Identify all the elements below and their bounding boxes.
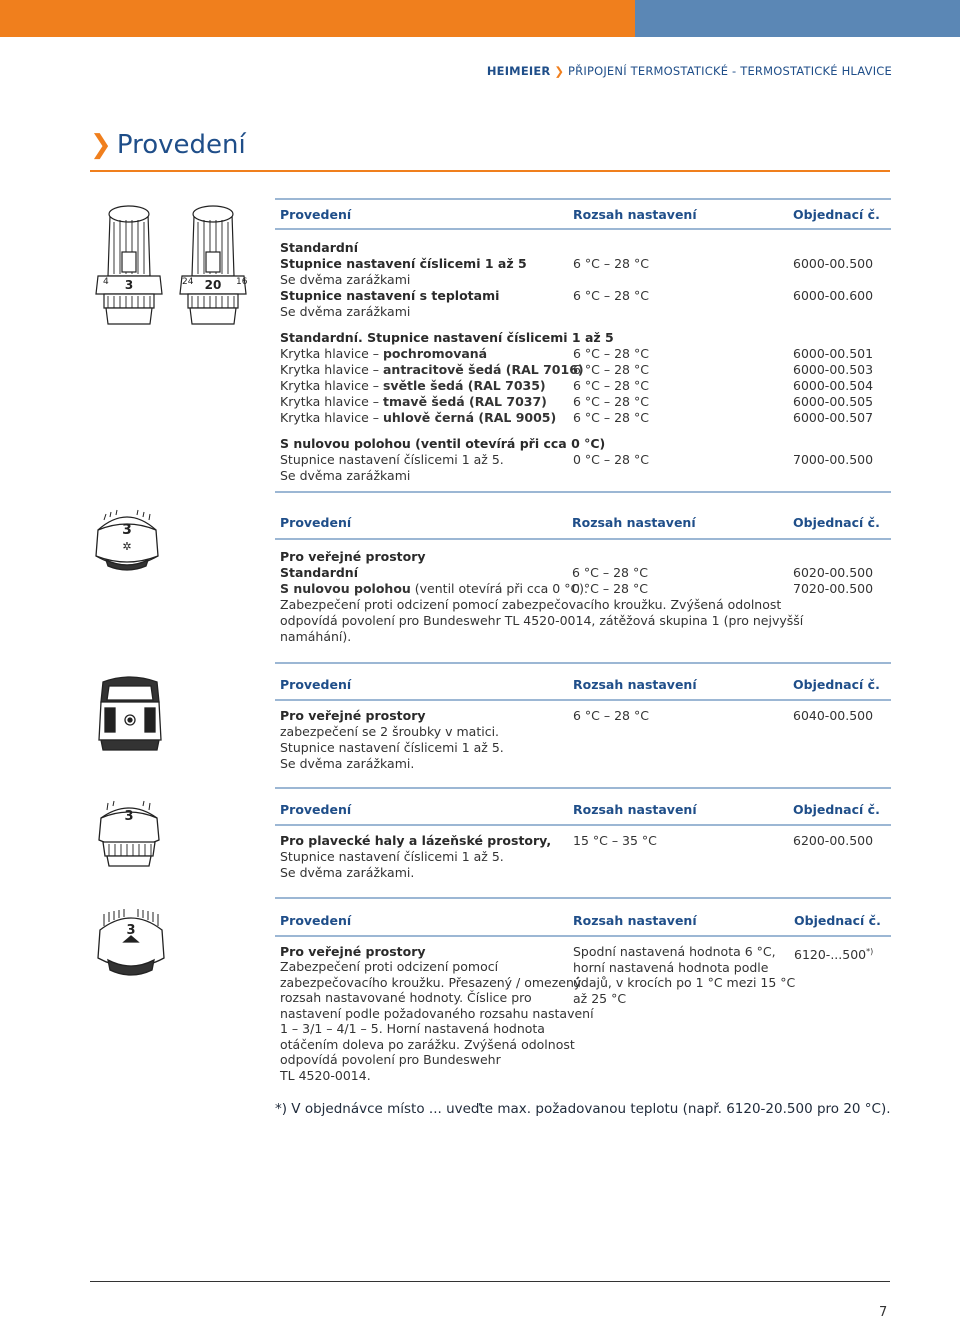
top-bar-wedge bbox=[610, 0, 635, 37]
s2-std: Standardní bbox=[280, 565, 358, 580]
cap-no-5: 6000-00.507 bbox=[793, 410, 874, 425]
section-5-top-rule bbox=[275, 897, 891, 899]
standardni-label: Standardní bbox=[280, 240, 358, 255]
section-5-header-rule bbox=[275, 935, 891, 937]
s5-description: Zabezpečení proti odcizení pomocí zabezpečovacího kroužku. Přesazený / omezený rozsah nastavované hodnoty. Číslice pro nastavení podle požadovaného rozsahu nastavení 1 – 3/1 – 4/1 – 5. Horní nastavená hodnota otáčením doleva po zarážku. Zvýšená odolnost odpovídá povolení pro Bundeswehr TL 4520-0014. bbox=[280, 959, 594, 1083]
s5-no: 6120-...500*) bbox=[794, 947, 874, 963]
s2-zero-no: 7020-00.500 bbox=[793, 581, 874, 596]
s5-range: Spodní nastavená hodnota 6 °C, horní nastavená hodnota podle údajů, v krocích po 1 °C mezi 15 °C až 25 °C bbox=[573, 944, 796, 1006]
s2-col-rozsah: Rozsah nastavení bbox=[572, 515, 696, 530]
cap-row-5: Krytka hlavice – uhlově černá (RAL 9005) bbox=[280, 410, 557, 425]
cap-no-3: 6000-00.504 bbox=[793, 378, 874, 393]
svg-text:4: 4 bbox=[103, 277, 109, 287]
section-3-top-rule bbox=[275, 662, 891, 664]
s5-col-objednaci: Objednací č. bbox=[794, 913, 881, 928]
svg-text:3: 3 bbox=[126, 923, 136, 938]
title-divider bbox=[90, 170, 890, 172]
s2-std-range: 6 °C – 28 °C bbox=[572, 565, 648, 580]
s4-col-objednaci: Objednací č. bbox=[793, 802, 880, 817]
thermostat-heads-image bbox=[90, 196, 255, 328]
col-objednaci: Objednací č. bbox=[793, 207, 880, 222]
title-text: Provedení bbox=[116, 130, 246, 160]
cap-range-2: 6 °C – 28 °C bbox=[573, 362, 649, 377]
s3-line-1: zabezpečení se 2 šroubky v matici. bbox=[280, 724, 500, 739]
s3-range: 6 °C – 28 °C bbox=[573, 708, 649, 723]
s2-title: Pro veřejné prostory bbox=[280, 549, 426, 564]
s5-col-rozsah: Rozsah nastavení bbox=[573, 913, 697, 928]
offset-range-head-image bbox=[94, 908, 168, 984]
zero-order-no: 7000-00.500 bbox=[793, 452, 874, 467]
section-1-header-rule bbox=[275, 228, 891, 230]
s4-line-1: Stupnice nastavení číslicemi 1 až 5. bbox=[280, 849, 504, 864]
page-title bbox=[90, 130, 246, 160]
s2-std-no: 6020-00.500 bbox=[793, 565, 874, 580]
s4-range: 15 °C – 35 °C bbox=[573, 833, 657, 848]
section-3-header-rule bbox=[275, 699, 891, 701]
cap-row-1: Krytka hlavice – pochromovaná bbox=[280, 346, 488, 361]
cap-no-4: 6000-00.505 bbox=[793, 394, 874, 409]
bottom-divider bbox=[90, 1281, 890, 1282]
security-ring-head-image bbox=[92, 508, 162, 578]
page-number: 7 bbox=[879, 1305, 888, 1320]
s5-title: Pro veřejné prostory bbox=[280, 944, 426, 959]
s4-title: Pro plavecké haly a lázeňské prostory, bbox=[280, 833, 552, 848]
section-2-header-rule bbox=[275, 538, 891, 540]
s2-note-2: odpovídá povolení pro Bundeswehr TL 4520-0014, zátěžová skupina 1 (pro nejvyšší bbox=[280, 613, 804, 628]
col-rozsah: Rozsah nastavení bbox=[573, 207, 697, 222]
svg-text:3: 3 bbox=[124, 809, 134, 824]
svg-text:3: 3 bbox=[122, 522, 132, 538]
cap-row-3: Krytka hlavice – světle šedá (RAL 7035) bbox=[280, 378, 546, 393]
cap-no-1: 6000-00.501 bbox=[793, 346, 874, 361]
row1-range: 6 °C – 28 °C bbox=[573, 256, 649, 271]
running-header bbox=[487, 64, 892, 78]
s5-col-provedeni: Provedení bbox=[280, 913, 352, 928]
s2-col-provedeni: Provedení bbox=[280, 515, 352, 530]
s4-col-provedeni: Provedení bbox=[280, 802, 352, 817]
col-provedeni: Provedení bbox=[280, 207, 352, 222]
cap-range-5: 6 °C – 28 °C bbox=[573, 410, 649, 425]
s2-note-1: Zabezpečení proti odcizení pomocí zabezpečovacího kroužku. Zvýšená odolnost bbox=[280, 597, 782, 612]
top-bar-blue bbox=[635, 0, 960, 37]
s2-col-objednaci: Objednací č. bbox=[793, 515, 880, 530]
s3-col-objednaci: Objednací č. bbox=[793, 677, 880, 692]
row1-sub: Se dvěma zarážkami bbox=[280, 272, 411, 287]
zero-label: Stupnice nastavení číslicemi 1 až 5. bbox=[280, 452, 504, 467]
cap-row-4: Krytka hlavice – tmavě šedá (RAL 7037) bbox=[280, 394, 547, 409]
s3-col-provedeni: Provedení bbox=[280, 677, 352, 692]
section-1-top-rule bbox=[275, 198, 891, 200]
pool-head-image bbox=[95, 798, 163, 870]
zero-range: 0 °C – 28 °C bbox=[573, 452, 649, 467]
row2-sub: Se dvěma zarážkami bbox=[280, 304, 411, 319]
cap-range-4: 6 °C – 28 °C bbox=[573, 394, 649, 409]
zero-sub: Se dvěma zarážkami bbox=[280, 468, 411, 483]
row1-label: Stupnice nastavení číslicemi 1 až 5 bbox=[280, 256, 527, 271]
s3-line-3: Se dvěma zarážkami. bbox=[280, 756, 415, 771]
row2-order-no: 6000-00.600 bbox=[793, 288, 874, 303]
section-4-top-rule bbox=[275, 787, 891, 789]
row1-order-no: 6000-00.500 bbox=[793, 256, 874, 271]
footnote: *) V objednávce místo ... uveďte max. požadovanou teplotu (např. 6120-20.500 pro 20 °C). bbox=[275, 1101, 891, 1117]
row2-label: Stupnice nastavení s teplotami bbox=[280, 288, 500, 303]
header-path: PŘIPOJENÍ TERMOSTATICKÉ - TERMOSTATICKÉ HLAVICE bbox=[568, 64, 892, 78]
section-2-top-rule bbox=[275, 491, 891, 493]
s4-line-2: Se dvěma zarážkami. bbox=[280, 865, 415, 880]
cap-range-3: 6 °C – 28 °C bbox=[573, 378, 649, 393]
cap-range-1: 6 °C – 28 °C bbox=[573, 346, 649, 361]
svg-text:20: 20 bbox=[204, 278, 222, 292]
screw-lock-head-image bbox=[95, 672, 165, 760]
svg-text:✲: ✲ bbox=[122, 540, 132, 553]
svg-text:3: 3 bbox=[124, 278, 134, 292]
s2-zero-range: 0 °C – 28 °C bbox=[572, 581, 648, 596]
svg-text:24: 24 bbox=[182, 277, 194, 287]
std2-title: Standardní. Stupnice nastavení číslicemi 1 až 5 bbox=[280, 330, 614, 345]
s2-zero: S nulovou polohou (ventil otevírá při cca 0 °C). bbox=[280, 581, 589, 596]
brand: HEIMEIER bbox=[486, 64, 551, 78]
title-chevron-icon: ❯ bbox=[90, 130, 112, 160]
svg-text:16: 16 bbox=[236, 277, 248, 287]
row2-range: 6 °C – 28 °C bbox=[573, 288, 649, 303]
s3-col-rozsah: Rozsah nastavení bbox=[573, 677, 697, 692]
s4-col-rozsah: Rozsah nastavení bbox=[573, 802, 697, 817]
s3-line-2: Stupnice nastavení číslicemi 1 až 5. bbox=[280, 740, 504, 755]
s4-no: 6200-00.500 bbox=[793, 833, 874, 848]
zero-title: S nulovou polohou (ventil otevírá při cca 0 °C) bbox=[280, 436, 606, 451]
chevron-icon: ❯ bbox=[554, 64, 565, 78]
cap-no-2: 6000-00.503 bbox=[793, 362, 874, 377]
section-4-header-rule bbox=[275, 824, 891, 826]
s3-no: 6040-00.500 bbox=[793, 708, 874, 723]
s3-title: Pro veřejné prostory bbox=[280, 708, 426, 723]
cap-row-2: Krytka hlavice – antracitově šedá (RAL 7016) bbox=[280, 362, 584, 377]
top-bar-orange bbox=[0, 0, 635, 37]
s2-note-3: namáhání). bbox=[280, 629, 352, 644]
